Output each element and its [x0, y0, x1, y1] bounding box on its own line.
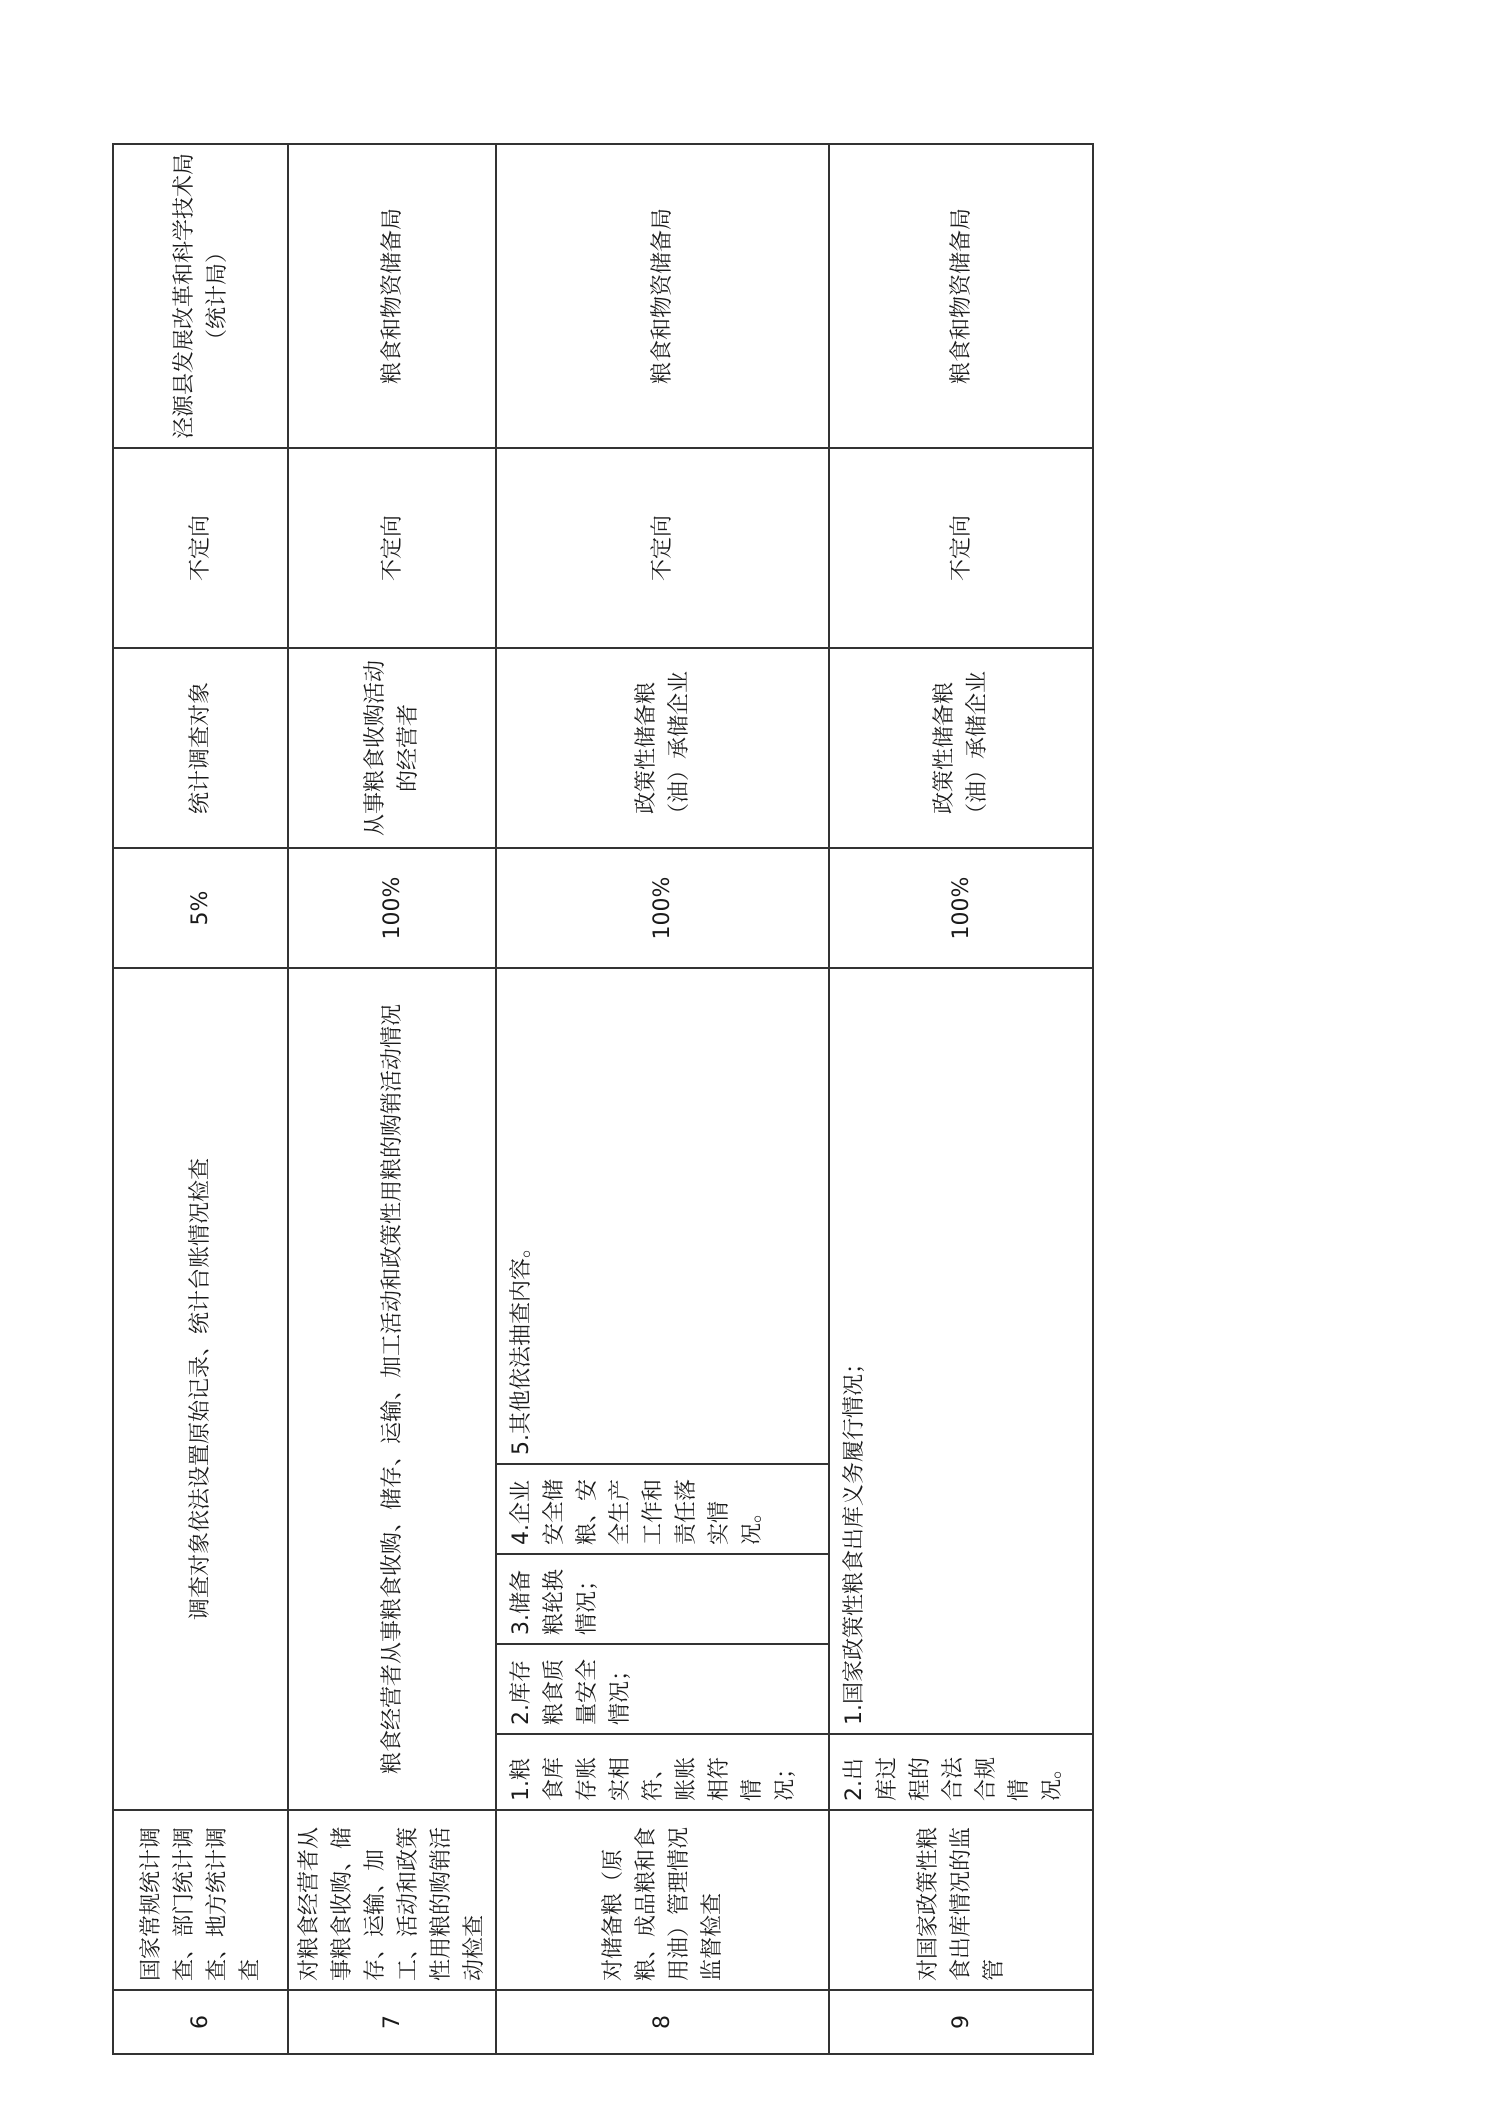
lead-department: 泾源县发展改革和科学技术局（统计局）: [113, 144, 288, 448]
sub-item-1: 2.出库过程的合法合规情况。: [829, 1734, 1093, 1810]
frequency: 不定向: [288, 448, 496, 648]
sampling-ratio: 100%: [496, 848, 829, 968]
sub-item-4: 4.企业安全储粮、安全生产工作和责任落实情况。: [496, 1464, 829, 1554]
check-item: 对储备粮（原粮、成品粮和食用油）管理情况监督检查: [496, 1810, 829, 1990]
sampling-ratio: 100%: [829, 848, 1093, 968]
check-content: 粮食经营者从事粮食收购、储存、运输、加工活动和政策性用粮的购销活动情况: [288, 968, 496, 1810]
lead-department: 粮食和物资储备局: [496, 144, 829, 448]
row-number: 9: [829, 1990, 1093, 2054]
sub-item-3: 3.储备粮轮换情况；: [496, 1554, 829, 1644]
inspection-target: 政策性储备粮（油）承储企业: [496, 648, 829, 848]
table-frame: [112, 145, 1074, 2055]
inspection-target: 从事粮食收购活动的经营者: [288, 648, 496, 848]
inspection-target: 政策性储备粮（油）承储企业: [829, 648, 1093, 848]
sub-item-5: 5.其他依法抽查内容。: [496, 968, 829, 1464]
check-item: 国家常规统计调查、部门统计调查、地方统计调查: [113, 1810, 288, 1990]
frequency: 不定向: [496, 448, 829, 648]
row-number: 8: [496, 1990, 829, 2054]
row-number: 7: [288, 1990, 496, 2054]
table-row: [496, 144, 829, 2054]
table-row: [288, 144, 496, 2054]
frequency: 不定向: [829, 448, 1093, 648]
lead-department: 粮食和物资储备局: [829, 144, 1093, 448]
row-number: 6: [113, 1990, 288, 2054]
check-content: 调查对象依法设置原始记录、统计台账情况检查: [113, 968, 288, 1810]
frequency: 不定向: [113, 448, 288, 648]
check-item: 对粮食经营者从事粮食收购、储存、运输、加工、活动和政策性用粮的购销活动检查: [288, 1810, 496, 1990]
rotated-page: [112, 145, 1074, 2055]
sampling-ratio: 100%: [288, 848, 496, 968]
lead-department: 粮食和物资储备局: [288, 144, 496, 448]
sampling-ratio: 5%: [113, 848, 288, 968]
inspection-table: [112, 143, 1094, 2055]
inspection-target: 统计调查对象: [113, 648, 288, 848]
sub-item-1: 1.粮食库存账实相符、账账相符情况；: [496, 1734, 829, 1810]
sub-item-2: 1.国家政策性粮食出库义务履行情况；: [829, 968, 1093, 1734]
sub-item-2: 2.库存粮食质量安全情况；: [496, 1644, 829, 1734]
check-item: 对国家政策性粮食出库情况的监管: [829, 1810, 1093, 1990]
table-row: [829, 144, 1093, 2054]
table-row: [113, 144, 288, 2054]
